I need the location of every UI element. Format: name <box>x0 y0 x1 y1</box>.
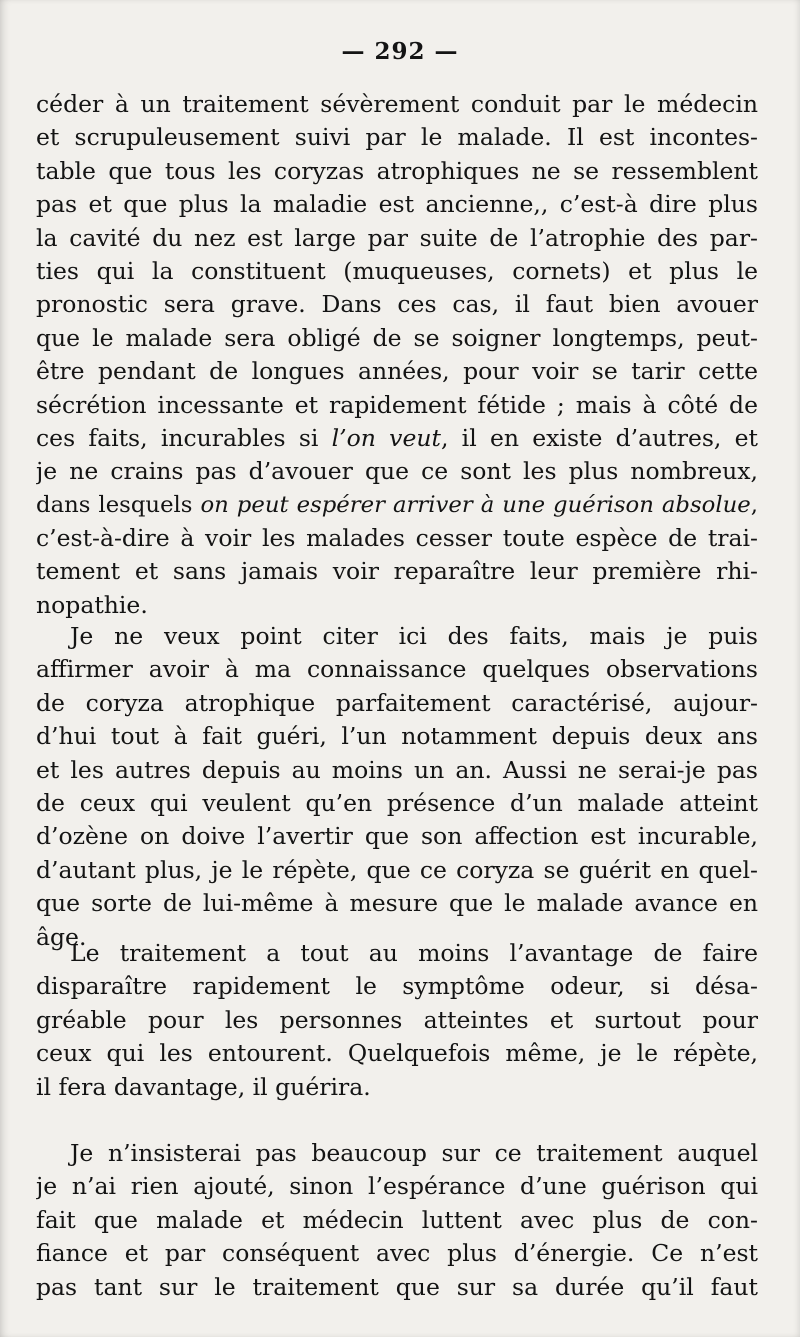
text-line: je ne crains pas d’avouer que ce sont les plus nombreux, <box>36 457 758 486</box>
page-number: — 292 — <box>341 38 459 65</box>
text-line: pas tant sur le traitement que sur sa durée qu’il faut <box>36 1272 758 1301</box>
text-line: pas et que plus la maladie est ancienne,, c’est-à dire plus <box>36 190 758 219</box>
text-line: d’ozène on doive l’avertir que son affection est incurable, <box>36 822 758 851</box>
text-line: nopathie. <box>36 590 148 619</box>
text-segment: ces faits, incurables si <box>36 423 332 452</box>
text-line: disparaître rapidement le symptôme odeur, si désa- <box>36 972 758 1001</box>
text-segment: , <box>750 491 758 518</box>
text-line: il fera davantage, il guérira. <box>36 1072 371 1101</box>
text-line: Je ne veux point citer ici des faits, mais je puis <box>70 622 758 650</box>
text-line: être pendant de longues années, pour voir se tarir cette <box>36 357 758 386</box>
text-line: tement et sans jamais voir reparaître leur première rhi- <box>36 557 758 586</box>
text-line-with-italic <box>36 489 758 522</box>
text-line: sécrétion incessante et rapidement fétide ; mais à côté de <box>36 390 758 419</box>
text-line: Je n’insisterai pas beaucoup sur ce traitement auquel <box>70 1139 758 1167</box>
text-line: c’est-à-dire à voir les malades cesser toute espèce de trai- <box>36 524 758 553</box>
text-line: Le traitement a tout au moins l’avantage de faire <box>70 939 758 967</box>
text-line: de coryza atrophique parfaitement caractérisé, aujour- <box>36 688 758 717</box>
text-line: je n’ai rien ajouté, sinon l’espérance d’une guérison qui <box>36 1172 758 1201</box>
text-line: table que tous les coryzas atrophiques ne se ressemblent <box>36 156 758 185</box>
italic-phrase: l’on veut <box>331 423 441 452</box>
text-line: âge. <box>36 922 87 951</box>
paragraph-4 <box>36 1137 758 1304</box>
text-line: fait que malade et médecin luttent avec plus de con- <box>36 1205 758 1234</box>
text-line: d’autant plus, je le répète, que ce coryza se guérit en quel- <box>36 855 758 884</box>
text-line: affirmer avoir à ma connaissance quelques observations <box>36 655 758 684</box>
text-line: la cavité du nez est large par suite de l’atrophie des par- <box>36 223 758 252</box>
text-line: ceux qui les entourent. Quelquefois même, je le répète, <box>36 1039 758 1068</box>
text-line: gréable pour les personnes atteintes et surtout pour <box>36 1005 758 1034</box>
paragraph-3 <box>36 937 758 1104</box>
text-segment: dans lesquels <box>36 491 201 518</box>
text-line: que le malade sera obligé de se soigner longtemps, peut- <box>36 323 758 352</box>
text-line: fiance et par conséquent avec plus d’énergie. Ce n’est <box>36 1239 758 1268</box>
text-line: pronostic sera grave. Dans ces cas, il faut bien avouer <box>36 290 758 319</box>
italic-phrase: on peut espérer arriver à une guérison absolue <box>200 491 751 518</box>
text-line: et scrupuleusement suivi par le malade. Il est incontes- <box>36 123 758 152</box>
text-segment: , il en existe d’autres, et <box>440 423 758 452</box>
text-line: céder à un traitement sévèrement conduit par le médecin <box>36 90 758 118</box>
text-line: et les autres depuis au moins un an. Aussi ne serai-je pas <box>36 755 758 784</box>
paragraph-1 <box>36 88 758 622</box>
paragraph-2 <box>36 620 758 954</box>
text-line: que sorte de lui-même à mesure que le malade avance en <box>36 889 758 918</box>
text-line: ties qui la constituent (muqueuses, cornets) et plus le <box>36 256 758 285</box>
text-line: d’hui tout à fait guéri, l’un notamment depuis deux ans <box>36 722 758 751</box>
text-line: de ceux qui veulent qu’en présence d’un malade atteint <box>36 788 758 817</box>
text-line-with-italic <box>36 422 758 455</box>
